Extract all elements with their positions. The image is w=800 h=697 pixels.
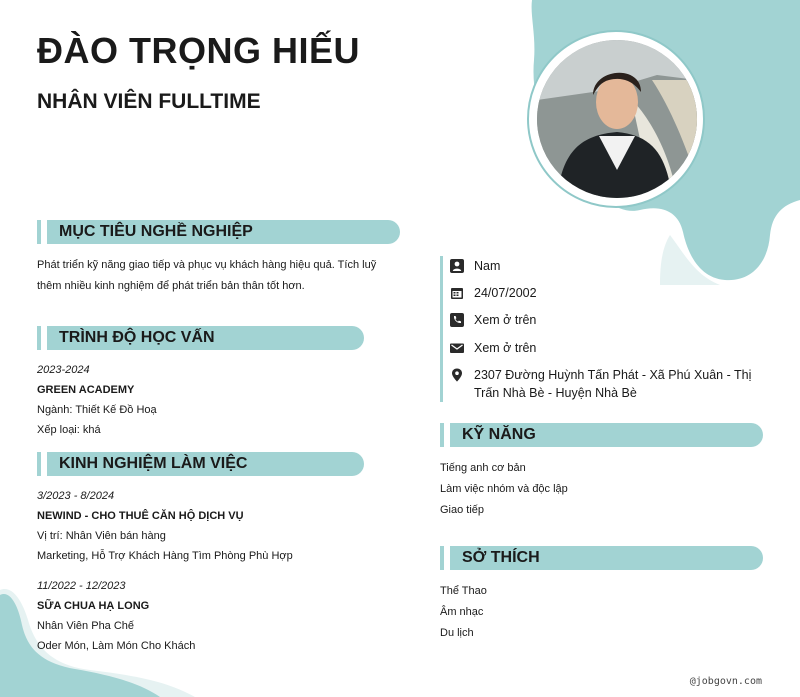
objective-title: MỤC TIÊU NGHỀ NGHIỆP bbox=[59, 223, 253, 240]
skills-heading bbox=[450, 423, 763, 447]
location-icon bbox=[450, 368, 464, 382]
education-date: 2023-2024 bbox=[37, 364, 90, 376]
education-rank: Xếp loại: khá bbox=[37, 424, 101, 436]
watermark: @jobgovn.com bbox=[689, 676, 762, 687]
list-item: Làm việc nhóm và độc lập bbox=[440, 483, 568, 495]
hobbies-title: SỞ THÍCH bbox=[462, 549, 540, 566]
list-item: Tiếng anh cơ bản bbox=[440, 462, 526, 474]
job-date: 11/2022 - 12/2023 bbox=[37, 580, 126, 592]
objective-heading bbox=[47, 220, 400, 244]
education-title: TRÌNH ĐỘ HỌC VẤN bbox=[59, 329, 215, 346]
address-line-2: Trấn Nhà Bè - Huyện Nhà Bè bbox=[474, 386, 637, 400]
education-heading bbox=[47, 326, 364, 350]
list-item: Du lịch bbox=[440, 627, 474, 639]
education-school: GREEN ACADEMY bbox=[37, 384, 135, 396]
phone-icon bbox=[450, 313, 464, 327]
user-icon bbox=[450, 259, 464, 273]
job-company: NEWIND - CHO THUÊ CĂN HỘ DỊCH VỤ bbox=[37, 510, 244, 522]
address-line-1: 2307 Đường Huỳnh Tấn Phát - Xã Phú Xuân - Thị bbox=[474, 368, 752, 382]
mail-icon bbox=[450, 341, 464, 355]
contact-address bbox=[450, 366, 770, 402]
experience-title: KINH NGHIỆM LÀM VIỆC bbox=[59, 455, 248, 472]
contact-phone bbox=[450, 311, 770, 329]
skills-title: KỸ NĂNG bbox=[462, 426, 536, 443]
job-detail: Marketing, Hỗ Trợ Khách Hàng Tìm Phòng Phù Hợp bbox=[37, 550, 293, 562]
list-item: Âm nhạc bbox=[440, 606, 484, 618]
job-company: SỮA CHUA HẠ LONG bbox=[37, 600, 150, 612]
education-block bbox=[37, 360, 417, 440]
birthday-value: 24/07/2002 bbox=[474, 286, 537, 300]
job-detail: Vị trí: Nhân Viên bán hàng bbox=[37, 530, 166, 542]
email-value: Xem ở trên bbox=[474, 341, 537, 355]
contact-gender bbox=[450, 257, 770, 275]
list-item: Giao tiếp bbox=[440, 504, 485, 516]
candidate-name: ĐÀO TRỌNG HIẾU bbox=[37, 30, 361, 71]
job-item bbox=[37, 576, 417, 656]
objective-text bbox=[37, 255, 397, 297]
job-detail: Nhân Viên Pha Chế bbox=[37, 620, 135, 632]
objective-line-2: thêm nhiều kinh nghiệm để phát triển bản thân tốt hơn. bbox=[37, 280, 305, 292]
skills-list bbox=[440, 458, 770, 521]
job-date: 3/2023 - 8/2024 bbox=[37, 490, 115, 502]
objective-line-1: Phát triển kỹ năng giao tiếp và phục vụ khách hàng hiệu quả. Tích luỹ bbox=[37, 259, 377, 271]
candidate-role: NHÂN VIÊN FULLTIME bbox=[37, 90, 261, 113]
experience-heading bbox=[47, 452, 364, 476]
calendar-icon bbox=[450, 286, 464, 300]
job-detail: Oder Món, Làm Món Cho Khách bbox=[37, 640, 196, 652]
phone-value: Xem ở trên bbox=[474, 313, 537, 327]
contact-birthday bbox=[450, 284, 770, 302]
profile-photo bbox=[537, 40, 697, 198]
hobbies-heading bbox=[450, 546, 763, 570]
education-major: Ngành: Thiết Kế Đồ Hoạ bbox=[37, 404, 157, 416]
job-item bbox=[37, 486, 417, 566]
contact-email bbox=[450, 339, 770, 357]
list-item: Thể Thao bbox=[440, 585, 487, 597]
hobbies-list bbox=[440, 581, 770, 644]
gender-value: Nam bbox=[474, 259, 501, 273]
contact-accent-bar bbox=[440, 256, 443, 402]
